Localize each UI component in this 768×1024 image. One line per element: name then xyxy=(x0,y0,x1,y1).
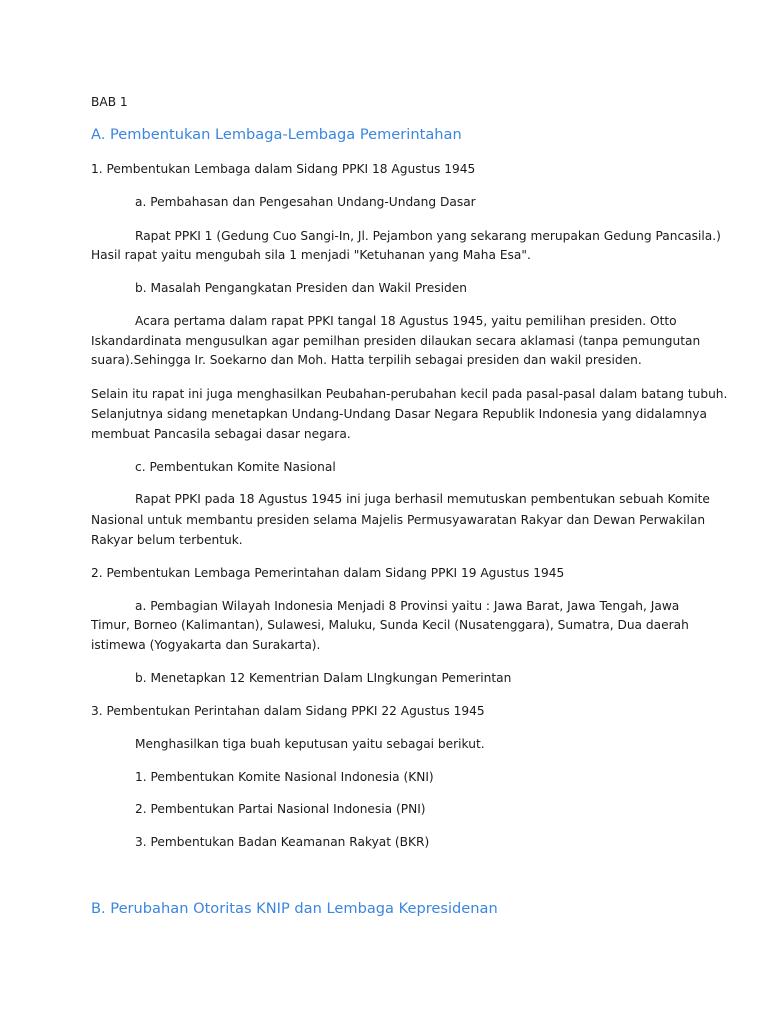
section-b-heading: B. Perubahan Otoritas KNIP dan Lembaga Kepresidenan xyxy=(91,900,498,917)
chapter-title: BAB 1 xyxy=(91,95,128,109)
section-a-heading: A. Pembentukan Lembaga-Lembaga Pemerintahan xyxy=(91,126,462,143)
item-2b-title: b. Menetapkan 12 Kementrian Dalam LIngkungan Pemerintan xyxy=(135,671,512,685)
item-3-list-item: 3. Pembentukan Badan Keamanan Rakyat (BKR) xyxy=(135,835,430,849)
item-1c-text-line: Rakyar belum terbentuk. xyxy=(91,533,243,547)
item-3-list-item: 1. Pembentukan Komite Nasional Indonesia (KNI) xyxy=(135,770,434,784)
item-1a-text-line: Rapat PPKI 1 (Gedung Cuo Sangi-In, Jl. Pejambon yang sekarang merupakan Gedung Pancasila.) xyxy=(135,229,721,243)
item-1b-text-line: Iskandardinata mengusulkan agar pemilhan presiden dilaukan secara aklamasi (tanpa pemungutan xyxy=(91,334,701,348)
item-1a-text-line: Hasil rapat yaitu mengubah sila 1 menjadi "Ketuhanan yang Maha Esa". xyxy=(91,248,531,262)
item-2a-text-line: Timur, Borneo (Kalimantan), Sulawesi, Maluku, Sunda Kecil (Nusatenggara), Sumatra, Dua daerah xyxy=(91,618,689,632)
item-2a-text-line: istimewa (Yogyakarta dan Surakarta). xyxy=(91,638,321,652)
paragraph-line: Selanjutnya sidang menetapkan Undang-Undang Dasar Negara Republik Indonesia yang didalamnya xyxy=(91,407,707,421)
item-1a-title: a. Pembahasan dan Pengesahan Undang-Undang Dasar xyxy=(135,195,476,209)
item-1b-title: b. Masalah Pengangkatan Presiden dan Wakil Presiden xyxy=(135,281,467,295)
item-2-title: 2. Pembentukan Lembaga Pemerintahan dalam Sidang PPKI 19 Agustus 1945 xyxy=(91,566,565,580)
item-2a-text-line: a. Pembagian Wilayah Indonesia Menjadi 8 Provinsi yaitu : Jawa Barat, Jawa Tengah, Jawa xyxy=(135,599,680,613)
paragraph-line: Selain itu rapat ini juga menghasilkan Peubahan-perubahan kecil pada pasal-pasal dalam batang tubuh. xyxy=(91,387,728,401)
item-3-intro: Menghasilkan tiga buah keputusan yaitu sebagai berikut. xyxy=(135,737,485,751)
item-1c-text-line: Nasional untuk membantu presiden selama Majelis Permusyawaratan Rakyar dan Dewan Perwakilan xyxy=(91,513,706,527)
item-1b-text-line: suara).Sehingga Ir. Soekarno dan Moh. Hatta terpilih sebagai presiden dan wakil presiden. xyxy=(91,353,642,367)
item-3-list-item: 2. Pembentukan Partai Nasional Indonesia (PNI) xyxy=(135,802,426,816)
item-3-title: 3. Pembentukan Perintahan dalam Sidang PPKI 22 Agustus 1945 xyxy=(91,704,485,718)
item-1c-title: c. Pembentukan Komite Nasional xyxy=(135,460,336,474)
paragraph-line: membuat Pancasila sebagai dasar negara. xyxy=(91,427,351,441)
item-1c-text-line: Rapat PPKI pada 18 Agustus 1945 ini juga berhasil memutuskan pembentukan sebuah Komite xyxy=(135,492,710,506)
item-1b-text-line: Acara pertama dalam rapat PPKI tangal 18 Agustus 1945, yaitu pemilihan presiden. Otto xyxy=(135,314,677,328)
item-1-title: 1. Pembentukan Lembaga dalam Sidang PPKI 18 Agustus 1945 xyxy=(91,162,476,176)
